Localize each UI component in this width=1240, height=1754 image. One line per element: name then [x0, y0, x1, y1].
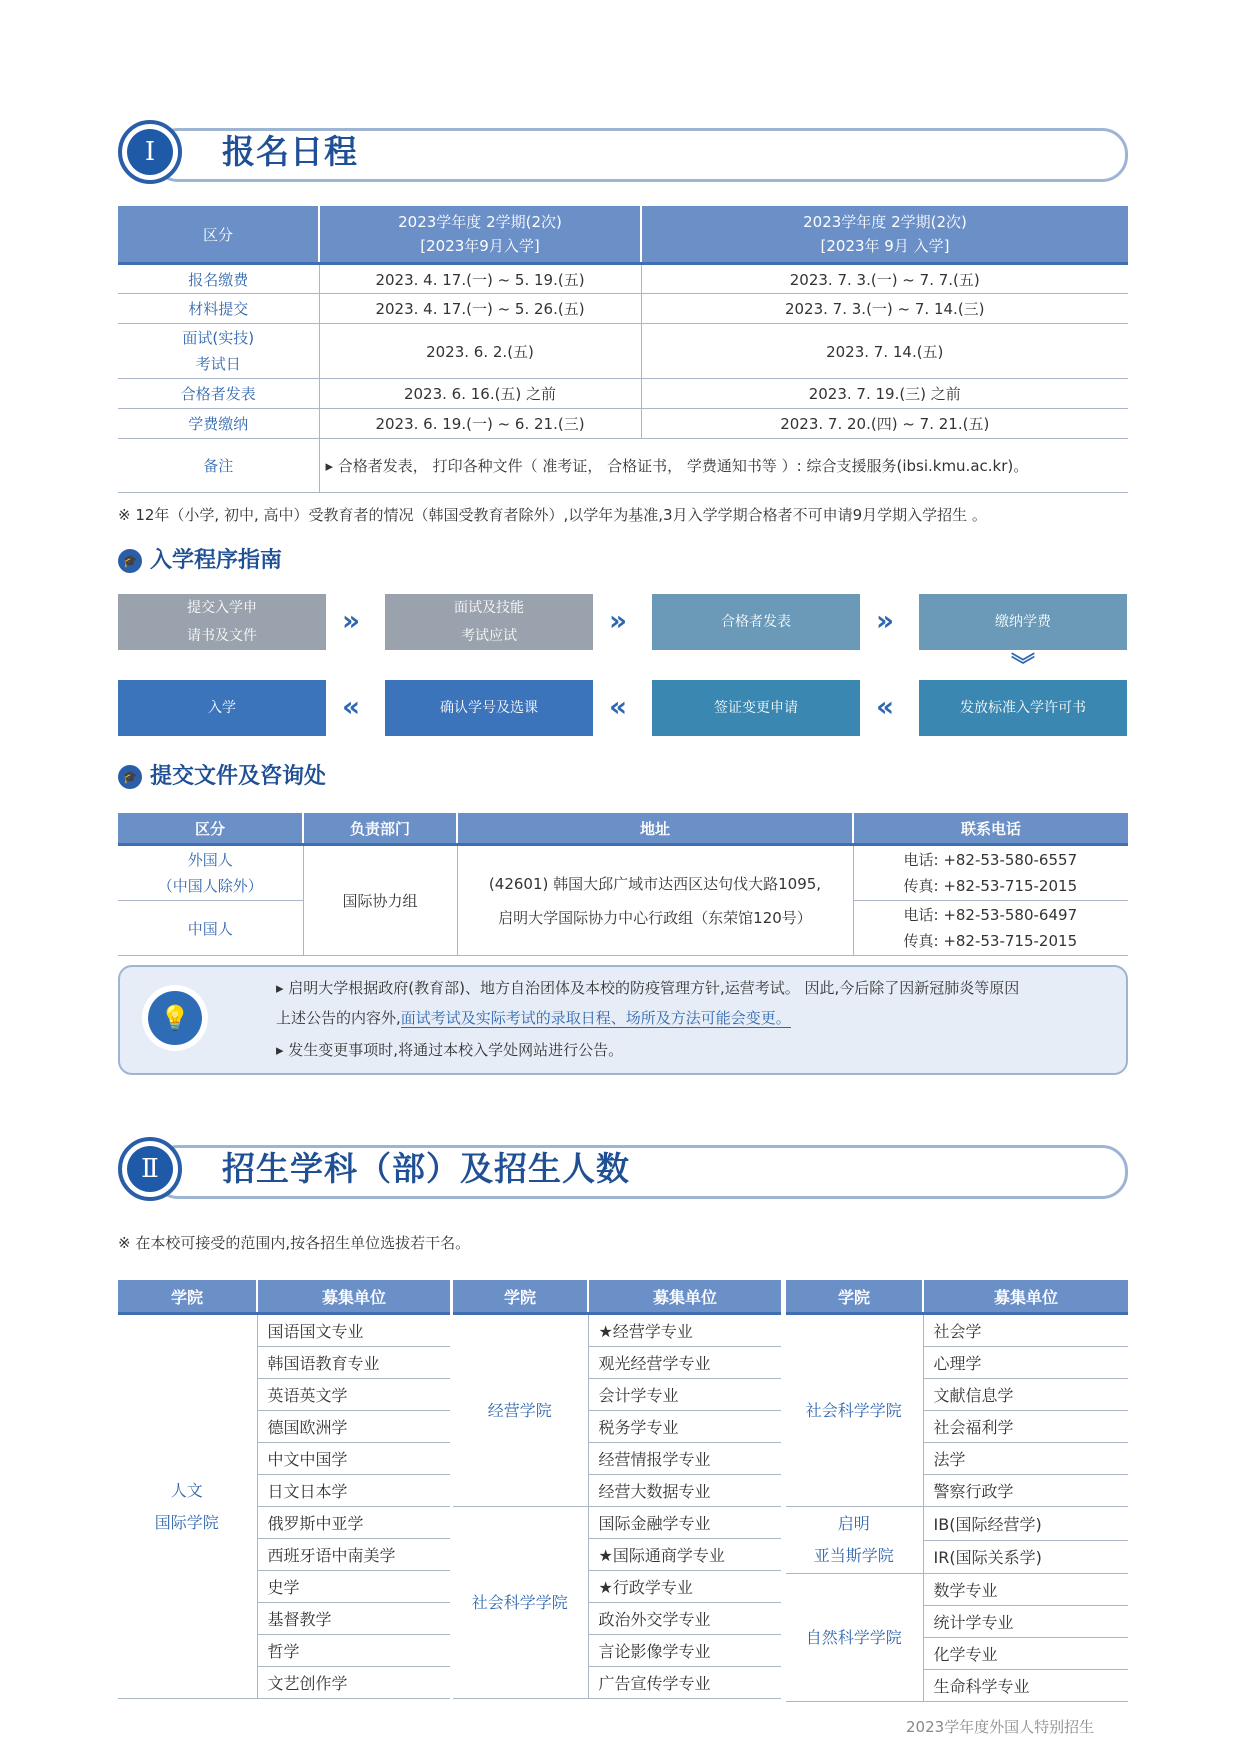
procedure-heading: 🎓 入学程序指南	[118, 546, 282, 576]
step-confirm-student-id: 确认学号及选课	[385, 680, 593, 736]
notice-box	[118, 965, 1128, 1075]
unit-cell: 政治外交学专业	[588, 1603, 781, 1635]
remark-text: ▸ 合格者发表， 打印各种文件（ 准考证， 合格证书， 学费通知书等 ）: 综合支援服务(ibsi.kmu.ac.kr)。	[319, 439, 1128, 493]
table-header: 负责部门	[303, 813, 457, 845]
arrow-left-icon: «	[609, 690, 628, 723]
unit-cell: 国语国文专业	[257, 1314, 450, 1347]
section-number: Ⅰ	[127, 129, 173, 175]
unit-cell: 日文日本学	[257, 1475, 450, 1507]
row-label: 报名缴费	[118, 264, 319, 294]
address-cell: (42601) 韩国大邱广域市达西区达句伐大路1095, 启明大学国际协力中心行政组（东荣馆120号）	[457, 845, 853, 956]
unit-cell: 社会学	[923, 1314, 1128, 1347]
unit-cell: 数学专业	[923, 1574, 1128, 1606]
table-row	[118, 324, 1128, 379]
arrow-left-icon: «	[876, 690, 895, 723]
college-name: 自然科学学院	[786, 1574, 923, 1702]
table-row	[118, 1314, 450, 1347]
table-cell: 2023. 7. 14.(五)	[641, 324, 1128, 379]
unit-cell: IR(国际关系学)	[923, 1540, 1128, 1574]
table-header: 学院	[118, 1280, 257, 1314]
unit-cell: 社会福利学	[923, 1411, 1128, 1443]
notice-line-2: 上述公告的内容外,面试考试及实际考试的录取日程、场所及方法可能会变更。	[276, 1009, 791, 1027]
step-interview-exam: 面试及技能 考试应试	[385, 594, 593, 650]
lightbulb-icon: 💡	[142, 985, 208, 1051]
college-name: 人文 国际学院	[118, 1314, 257, 1699]
unit-cell: 言论影像学专业	[588, 1635, 781, 1667]
college-name: 社会科学学院	[786, 1314, 923, 1507]
notice-line-1: ▸ 启明大学根据政府(教育部)、地方自治团体及本校的防疫管理方针,运营考试。 因此,今后除了因新冠肺炎等原因	[276, 979, 1020, 997]
unit-cell: 心理学	[923, 1347, 1128, 1379]
note-1: ※ 12年（小学, 初中, 高中）受教育者的情况（韩国受教育者除外）,以学年为基准,3月入学学期合格者不可申请9月学期入学招生 。	[118, 506, 987, 524]
unit-cell: 税务学专业	[588, 1411, 781, 1443]
notice-line-3: ▸ 发生变更事项时,将通过本校入学处网站进行公告。	[276, 1041, 624, 1059]
arrow-right-icon: »	[876, 604, 895, 637]
schedule-table	[118, 206, 1128, 493]
phone-cell: 电话: +82-53-580-6557 传真: +82-53-715-2015	[853, 845, 1128, 901]
table-cell: 2023. 6. 19.(一) ~ 6. 21.(三)	[319, 409, 641, 439]
table-row	[118, 845, 1128, 901]
unit-cell: 国际金融学专业	[588, 1507, 781, 1539]
table-row	[118, 409, 1128, 439]
unit-cell: 文艺创作学	[257, 1667, 450, 1699]
step-issue-admission-letter: 发放标准入学许可书	[919, 680, 1127, 736]
table-cell: 2023. 7. 20.(四) ~ 7. 21.(五)	[641, 409, 1128, 439]
section-number: Ⅱ	[127, 1146, 173, 1192]
unit-cell: 俄罗斯中亚学	[257, 1507, 450, 1539]
table-row	[118, 439, 1128, 493]
phone-cell: 电话: +82-53-580-6497 传真: +82-53-715-2015	[853, 901, 1128, 956]
college-name: 启明 亚当斯学院	[786, 1507, 923, 1574]
unit-cell: 基督教学	[257, 1603, 450, 1635]
unit-cell: 广告宣传学专业	[588, 1667, 781, 1699]
unit-cell: 经营情报学专业	[588, 1443, 781, 1475]
table-row	[118, 264, 1128, 294]
unit-cell: IB(国际经营学)	[923, 1507, 1128, 1541]
table-cell: 2023. 6. 2.(五)	[319, 324, 641, 379]
unit-cell: 西班牙语中南美学	[257, 1539, 450, 1571]
section-2-header	[118, 1137, 1128, 1201]
row-label: 备注	[118, 439, 319, 493]
unit-cell: 警察行政学	[923, 1475, 1128, 1507]
unit-cell: 史学	[257, 1571, 450, 1603]
row-label: 学费缴纳	[118, 409, 319, 439]
section-number-badge	[118, 1137, 182, 1201]
table-header: 联系电话	[853, 813, 1128, 845]
section-title: 招生学科（部）及招生人数	[222, 1149, 630, 1188]
arrow-down-icon: ︾	[1011, 651, 1035, 679]
college-name: 经营学院	[453, 1314, 588, 1507]
contact-heading: 🎓 提交文件及咨询处	[118, 762, 326, 792]
table-header: 区分	[118, 813, 303, 845]
unit-cell: 英语英文学	[257, 1379, 450, 1411]
table-header: 募集单位	[923, 1280, 1128, 1314]
section-number-badge	[118, 120, 182, 184]
note-2: ※ 在本校可接受的范围内,按各招生单位选拔若干名。	[118, 1234, 471, 1252]
table-header: 2023学年度 2学期(2次) [2023年 9月 入学]	[641, 206, 1128, 264]
table-header: 2023学年度 2学期(2次) [2023年9月入学]	[319, 206, 641, 264]
table-cell: 2023. 6. 16.(五) 之前	[319, 379, 641, 409]
unit-cell: 德国欧洲学	[257, 1411, 450, 1443]
arrow-right-icon: »	[342, 604, 361, 637]
category-chinese: 中国人	[118, 901, 303, 956]
department-table-3	[786, 1280, 1128, 1702]
department-cell: 国际协力组	[303, 845, 457, 956]
step-pay-tuition: 缴纳学费	[919, 594, 1127, 650]
row-label: 材料提交	[118, 294, 319, 324]
table-header: 地址	[457, 813, 853, 845]
table-row	[118, 379, 1128, 409]
table-cell: 2023. 4. 17.(一) ~ 5. 19.(五)	[319, 264, 641, 294]
table-header: 募集单位	[257, 1280, 450, 1314]
unit-cell: ★经营学专业	[588, 1314, 781, 1347]
unit-cell: ★国际通商学专业	[588, 1539, 781, 1571]
department-table-2	[453, 1280, 781, 1699]
college-name: 社会科学学院	[453, 1507, 588, 1699]
table-cell: 2023. 7. 3.(一) ~ 7. 7.(五)	[641, 264, 1128, 294]
unit-cell: 法学	[923, 1443, 1128, 1475]
unit-cell: 统计学专业	[923, 1606, 1128, 1638]
step-visa-change: 签证变更申请	[652, 680, 860, 736]
step-enrollment: 入学	[118, 680, 326, 736]
table-cell: 2023. 7. 19.(三) 之前	[641, 379, 1128, 409]
row-label: 面试(实技) 考试日	[118, 324, 319, 379]
unit-cell: 韩国语教育专业	[257, 1347, 450, 1379]
arrow-left-icon: «	[342, 690, 361, 723]
unit-cell: ★行政学专业	[588, 1571, 781, 1603]
unit-cell: 观光经营学专业	[588, 1347, 781, 1379]
table-header: 学院	[786, 1280, 923, 1314]
arrow-right-icon: »	[609, 604, 628, 637]
unit-cell: 生命科学专业	[923, 1670, 1128, 1702]
graduation-cap-icon: 🎓	[118, 765, 142, 789]
row-label: 合格者发表	[118, 379, 319, 409]
table-header: 区分	[118, 206, 319, 264]
unit-cell: 会计学专业	[588, 1379, 781, 1411]
table-header: 募集单位	[588, 1280, 781, 1314]
table-header: 学院	[453, 1280, 588, 1314]
section-title: 报名日程	[222, 132, 358, 171]
table-row	[118, 294, 1128, 324]
unit-cell: 经营大数据专业	[588, 1475, 781, 1507]
table-cell: 2023. 4. 17.(一) ~ 5. 26.(五)	[319, 294, 641, 324]
step-announcement: 合格者发表	[652, 594, 860, 650]
department-table-1	[118, 1280, 450, 1699]
unit-cell: 化学专业	[923, 1638, 1128, 1670]
section-1-header	[118, 120, 1128, 184]
unit-cell: 文献信息学	[923, 1379, 1128, 1411]
unit-cell: 中文中国学	[257, 1443, 450, 1475]
table-cell: 2023. 7. 3.(一) ~ 7. 14.(三)	[641, 294, 1128, 324]
category-foreigner: 外国人 （中国人除外）	[118, 845, 303, 901]
contact-table	[118, 813, 1128, 956]
step-submit-application: 提交入学申 请书及文件	[118, 594, 326, 650]
graduation-cap-icon: 🎓	[118, 549, 142, 573]
unit-cell: 哲学	[257, 1635, 450, 1667]
page-footer: 2023学年度外国人特别招生	[906, 1718, 1095, 1736]
